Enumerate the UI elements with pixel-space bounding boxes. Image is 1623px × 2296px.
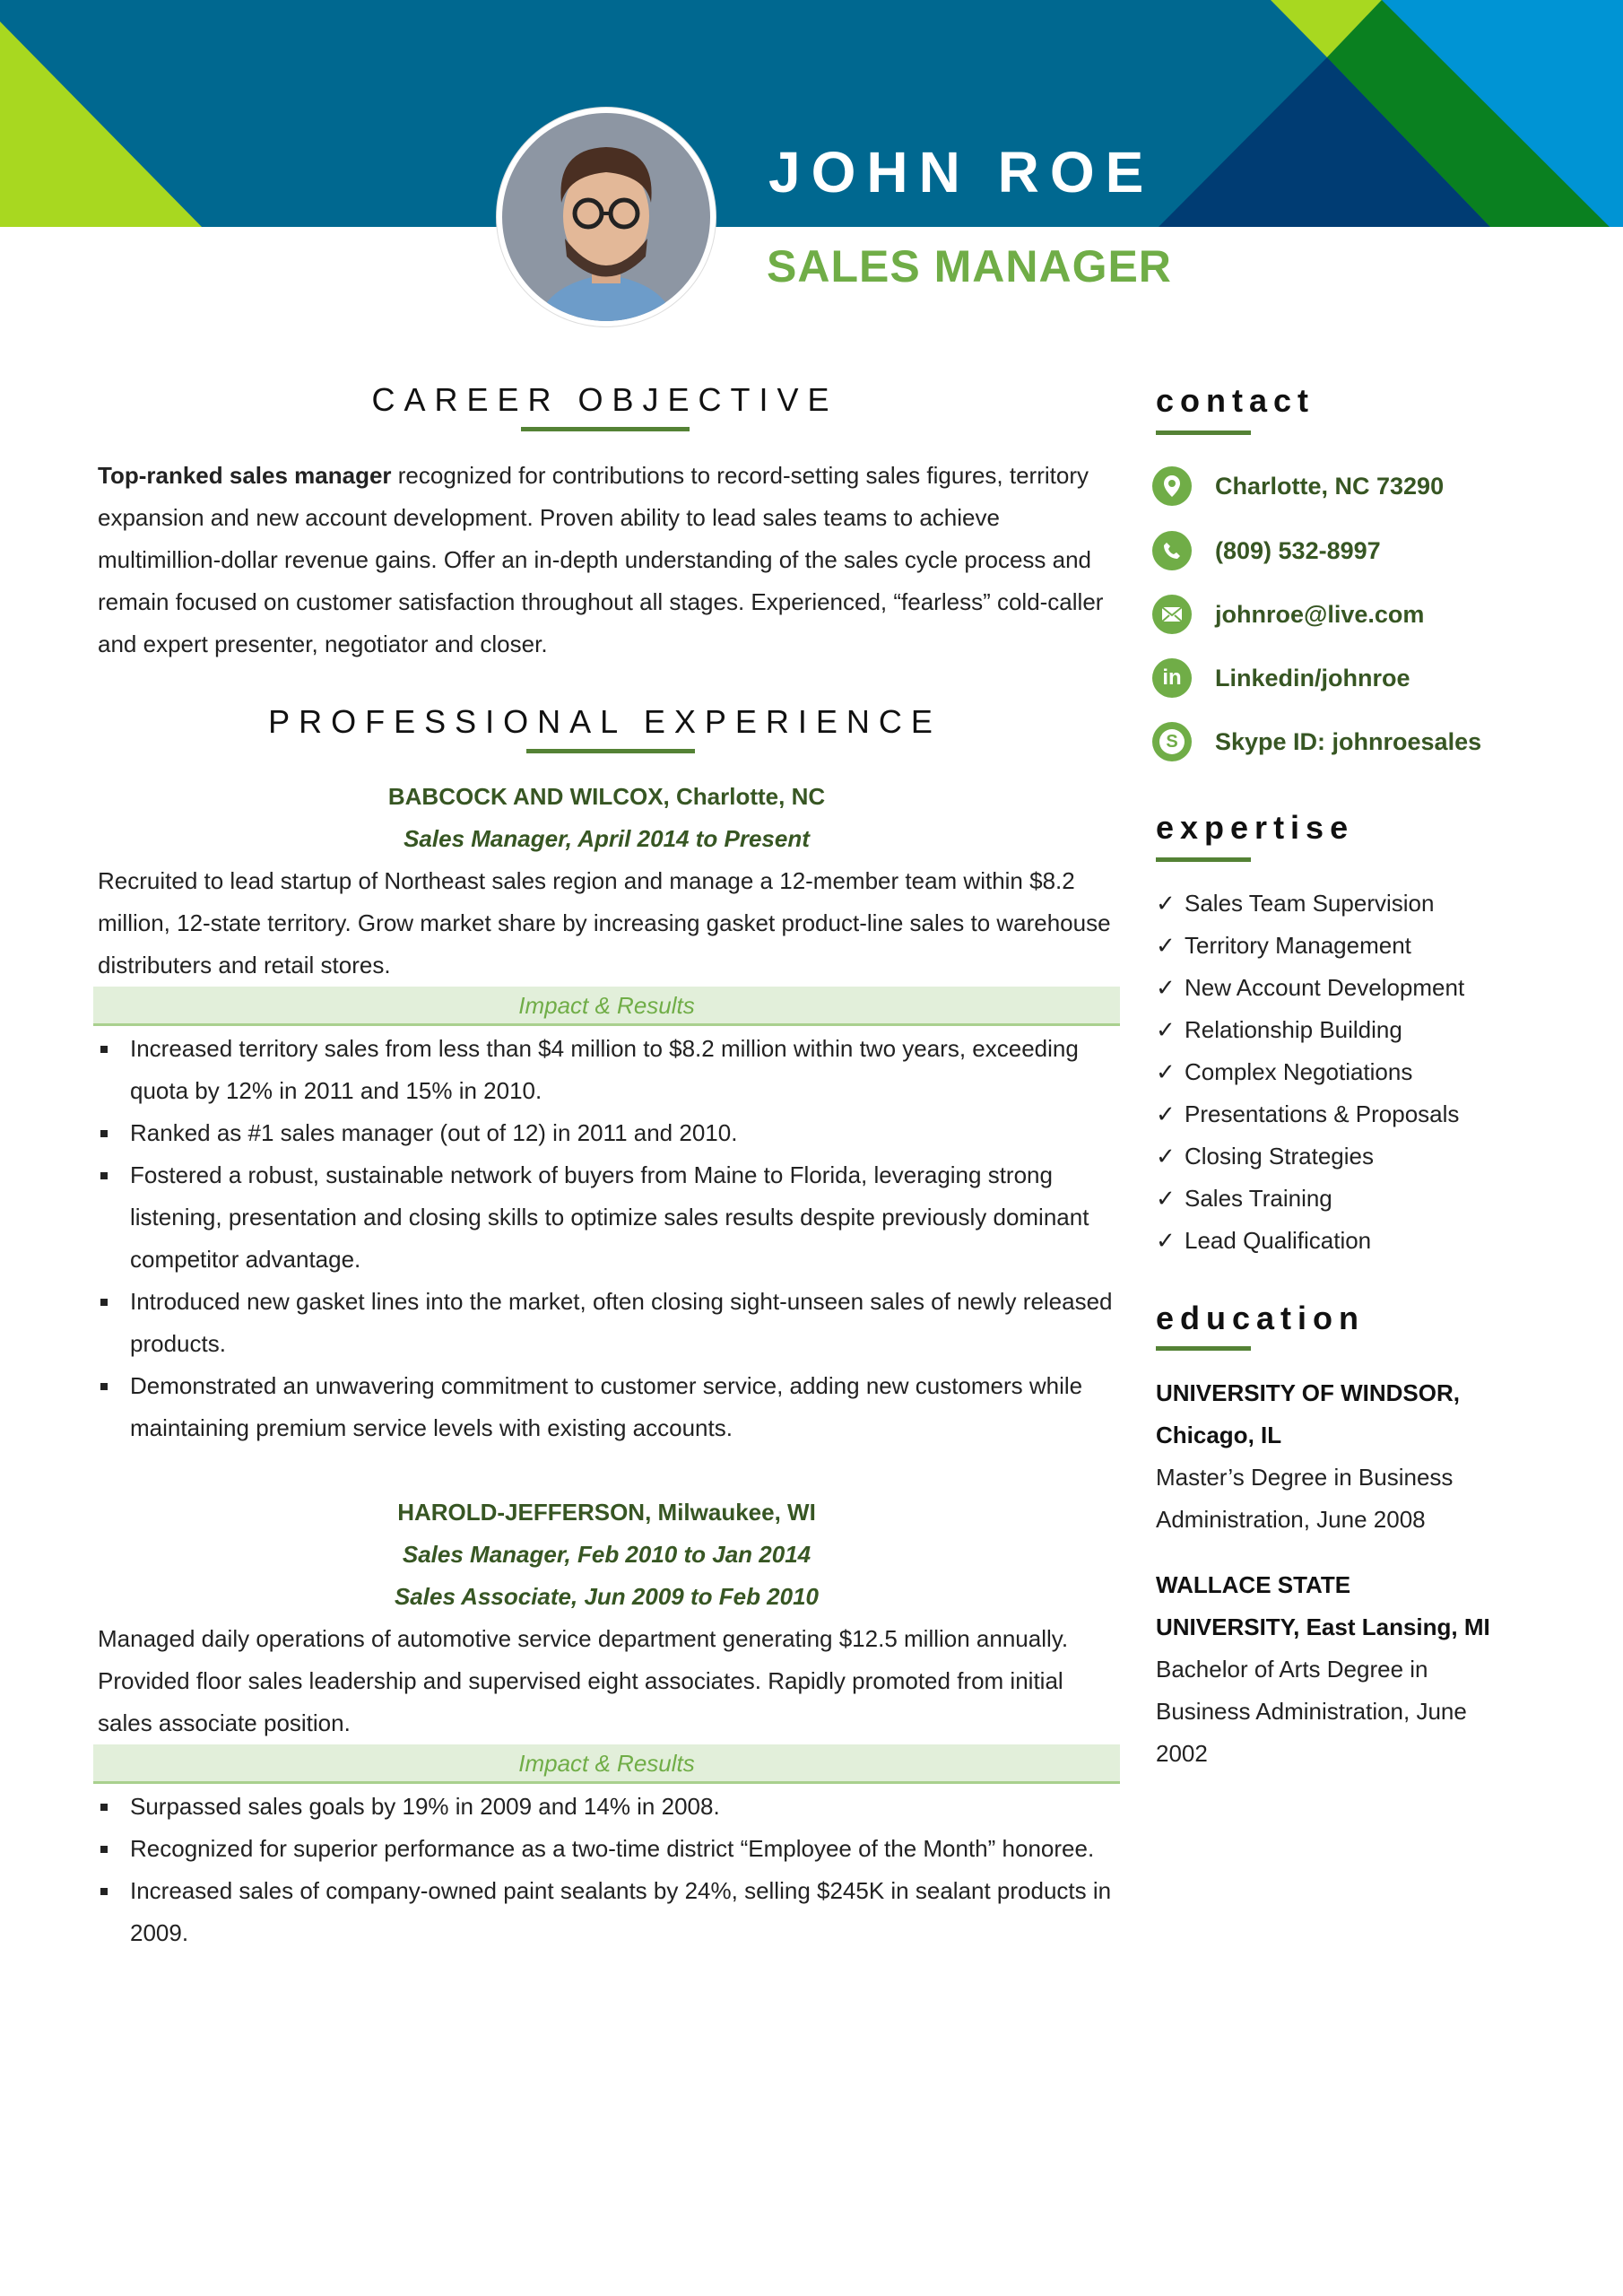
checkmark-icon: ✓: [1156, 1016, 1176, 1043]
expertise-item: [1156, 1009, 1464, 1051]
expertise-label: Closing Strategies: [1185, 1143, 1374, 1170]
candidate-title: SALES MANAGER: [767, 241, 1172, 291]
expertise-label: Presentations & Proposals: [1185, 1100, 1460, 1127]
contact-location: [1152, 466, 1444, 506]
impact-results-bar: Impact & Results: [93, 987, 1120, 1026]
objective-paragraph: [98, 455, 1115, 665]
candidate-name: JOHN ROE: [768, 140, 1155, 204]
job-entry: [98, 1492, 1115, 1954]
contact-skype[interactable]: [1152, 722, 1481, 761]
expertise-item: [1156, 1051, 1464, 1093]
expertise-item: [1156, 1178, 1464, 1220]
expertise-label: Relationship Building: [1185, 1016, 1402, 1043]
phone-icon: [1152, 531, 1192, 570]
expertise-label: Territory Management: [1185, 932, 1411, 959]
expertise-item: [1156, 1093, 1464, 1135]
job-bullets: [98, 1786, 1115, 1954]
linkedin-icon: in: [1152, 658, 1192, 698]
contact-text: (809) 532-8997: [1215, 536, 1381, 564]
checkmark-icon: ✓: [1156, 1100, 1176, 1127]
contact-linkedin[interactable]: [1152, 658, 1410, 698]
expertise-label: Complex Negotiations: [1185, 1058, 1413, 1085]
bullet-item: Surpassed sales goals by 19% in 2009 and 14% in 2008.: [98, 1786, 1115, 1828]
bullet-item: Recognized for superior performance as a two-time district “Employee of the Month” honoree.: [98, 1828, 1115, 1870]
school-location: Chicago, IL: [1156, 1422, 1282, 1448]
job-company: HAROLD-JEFFERSON, Milwaukee, WI: [397, 1499, 816, 1526]
contact-email[interactable]: [1152, 595, 1424, 634]
job-company: BABCOCK AND WILCOX, Charlotte, NC: [387, 783, 826, 810]
education-entry: [1156, 1564, 1532, 1775]
heading-underline: [521, 427, 690, 431]
checkmark-icon: ✓: [1156, 974, 1176, 1001]
heading-underline: [1156, 1346, 1251, 1351]
expertise-label: Sales Training: [1185, 1185, 1332, 1212]
bullet-item: Fostered a robust, sustainable network of buyers from Maine to Florida, leveraging strong listening, presentation and closing skills to optimize sales results despite previously dominant competitor advantage.: [98, 1154, 1115, 1281]
experience-heading: PROFESSIONAL EXPERIENCE: [268, 703, 942, 740]
contact-text: Linkedin/johnroe: [1215, 664, 1410, 691]
job-title: Sales Manager, April 2014 to Present: [404, 825, 810, 852]
school-location: UNIVERSITY, East Lansing, MI: [1156, 1613, 1490, 1640]
job-title: Sales Associate, Jun 2009 to Feb 2010: [394, 1583, 820, 1610]
school-name: UNIVERSITY OF WINDSOR,: [1156, 1379, 1460, 1406]
checkmark-icon: ✓: [1156, 890, 1176, 917]
bullet-item: Increased territory sales from less than $4 million to $8.2 million within two years, exceeding quota by 12% in 2011 and 15% in 2010.: [98, 1028, 1115, 1112]
envelope-icon: [1152, 595, 1192, 634]
expertise-list: [1156, 883, 1464, 1262]
expertise-label: Lead Qualification: [1185, 1227, 1372, 1254]
impact-results-bar: Impact & Results: [93, 1744, 1120, 1784]
bullet-item: Ranked as #1 sales manager (out of 12) in 2011 and 2010.: [98, 1112, 1115, 1154]
profile-photo: [497, 108, 716, 326]
expertise-item: [1156, 967, 1464, 1009]
contact-text: johnroe@live.com: [1215, 600, 1425, 628]
location-pin-icon: [1152, 466, 1192, 506]
skype-icon: S: [1152, 722, 1192, 761]
expertise-item: [1156, 1135, 1464, 1178]
heading-underline: [526, 749, 695, 753]
expertise-label: New Account Development: [1185, 974, 1465, 1001]
checkmark-icon: ✓: [1156, 1143, 1176, 1170]
expertise-item: [1156, 925, 1464, 967]
contact-text: Charlotte, NC 73290: [1215, 472, 1445, 500]
contact-text: Skype ID: johnroesales: [1215, 727, 1482, 755]
heading-underline: [1156, 430, 1251, 435]
expertise-item: [1156, 883, 1464, 925]
heading-underline: [1156, 857, 1251, 862]
checkmark-icon: ✓: [1156, 932, 1176, 959]
checkmark-icon: ✓: [1156, 1058, 1176, 1085]
expertise-heading: expertise: [1156, 809, 1355, 846]
bullet-item: Demonstrated an unwavering commitment to customer service, adding new customers while maintaining premium service levels with existing accounts.: [98, 1365, 1115, 1449]
bullet-item: Introduced new gasket lines into the market, often closing sight-unseen sales of newly released products.: [98, 1281, 1115, 1365]
job-title: Sales Manager, Feb 2010 to Jan 2014: [402, 1541, 812, 1568]
school-name: WALLACE STATE: [1156, 1571, 1351, 1598]
career-objective-heading: CAREER OBJECTIVE: [371, 381, 838, 418]
expertise-label: Sales Team Supervision: [1185, 890, 1435, 917]
contact-heading: contact: [1156, 382, 1315, 419]
expertise-item: [1156, 1220, 1464, 1262]
checkmark-icon: ✓: [1156, 1227, 1176, 1254]
contact-phone[interactable]: [1152, 531, 1381, 570]
education-entry: [1156, 1372, 1532, 1541]
degree: Master’s Degree in Business Administration, June 2008: [1156, 1464, 1454, 1533]
checkmark-icon: ✓: [1156, 1185, 1176, 1212]
job-summary: Recruited to lead startup of Northeast sales region and manage a 12-member team within $8.2 million, 12-state territory. Grow market share by increasing gasket product-line sales to warehouse distributers and retail stores.: [98, 867, 1111, 978]
education-list: [1156, 1372, 1532, 1775]
objective-text: recognized for contributions to record-setting sales figures, territory expansion and new account development. Proven ability to lead sales teams to achieve multimillion-dollar revenue gains. Offer an in-depth understanding of the sales cycle process and remain focused on customer satisfaction throughout all stages. Experienced, “fearless” cold-caller and expert presenter, negotiator and closer.: [98, 462, 1104, 657]
education-heading: education: [1156, 1300, 1366, 1336]
job-summary: Managed daily operations of automotive service department generating $12.5 million annually. Provided floor sales leadership and supervised eight associates. Rapidly promoted from initial sales associate position.: [98, 1625, 1069, 1736]
job-entry: [98, 776, 1115, 1449]
bullet-item: Increased sales of company-owned paint sealants by 24%, selling $245K in sealant products in 2009.: [98, 1870, 1115, 1954]
degree: Bachelor of Arts Degree in Business Administration, June 2002: [1156, 1656, 1467, 1767]
job-bullets: [98, 1028, 1115, 1449]
objective-lead: Top-ranked sales manager: [98, 462, 392, 489]
